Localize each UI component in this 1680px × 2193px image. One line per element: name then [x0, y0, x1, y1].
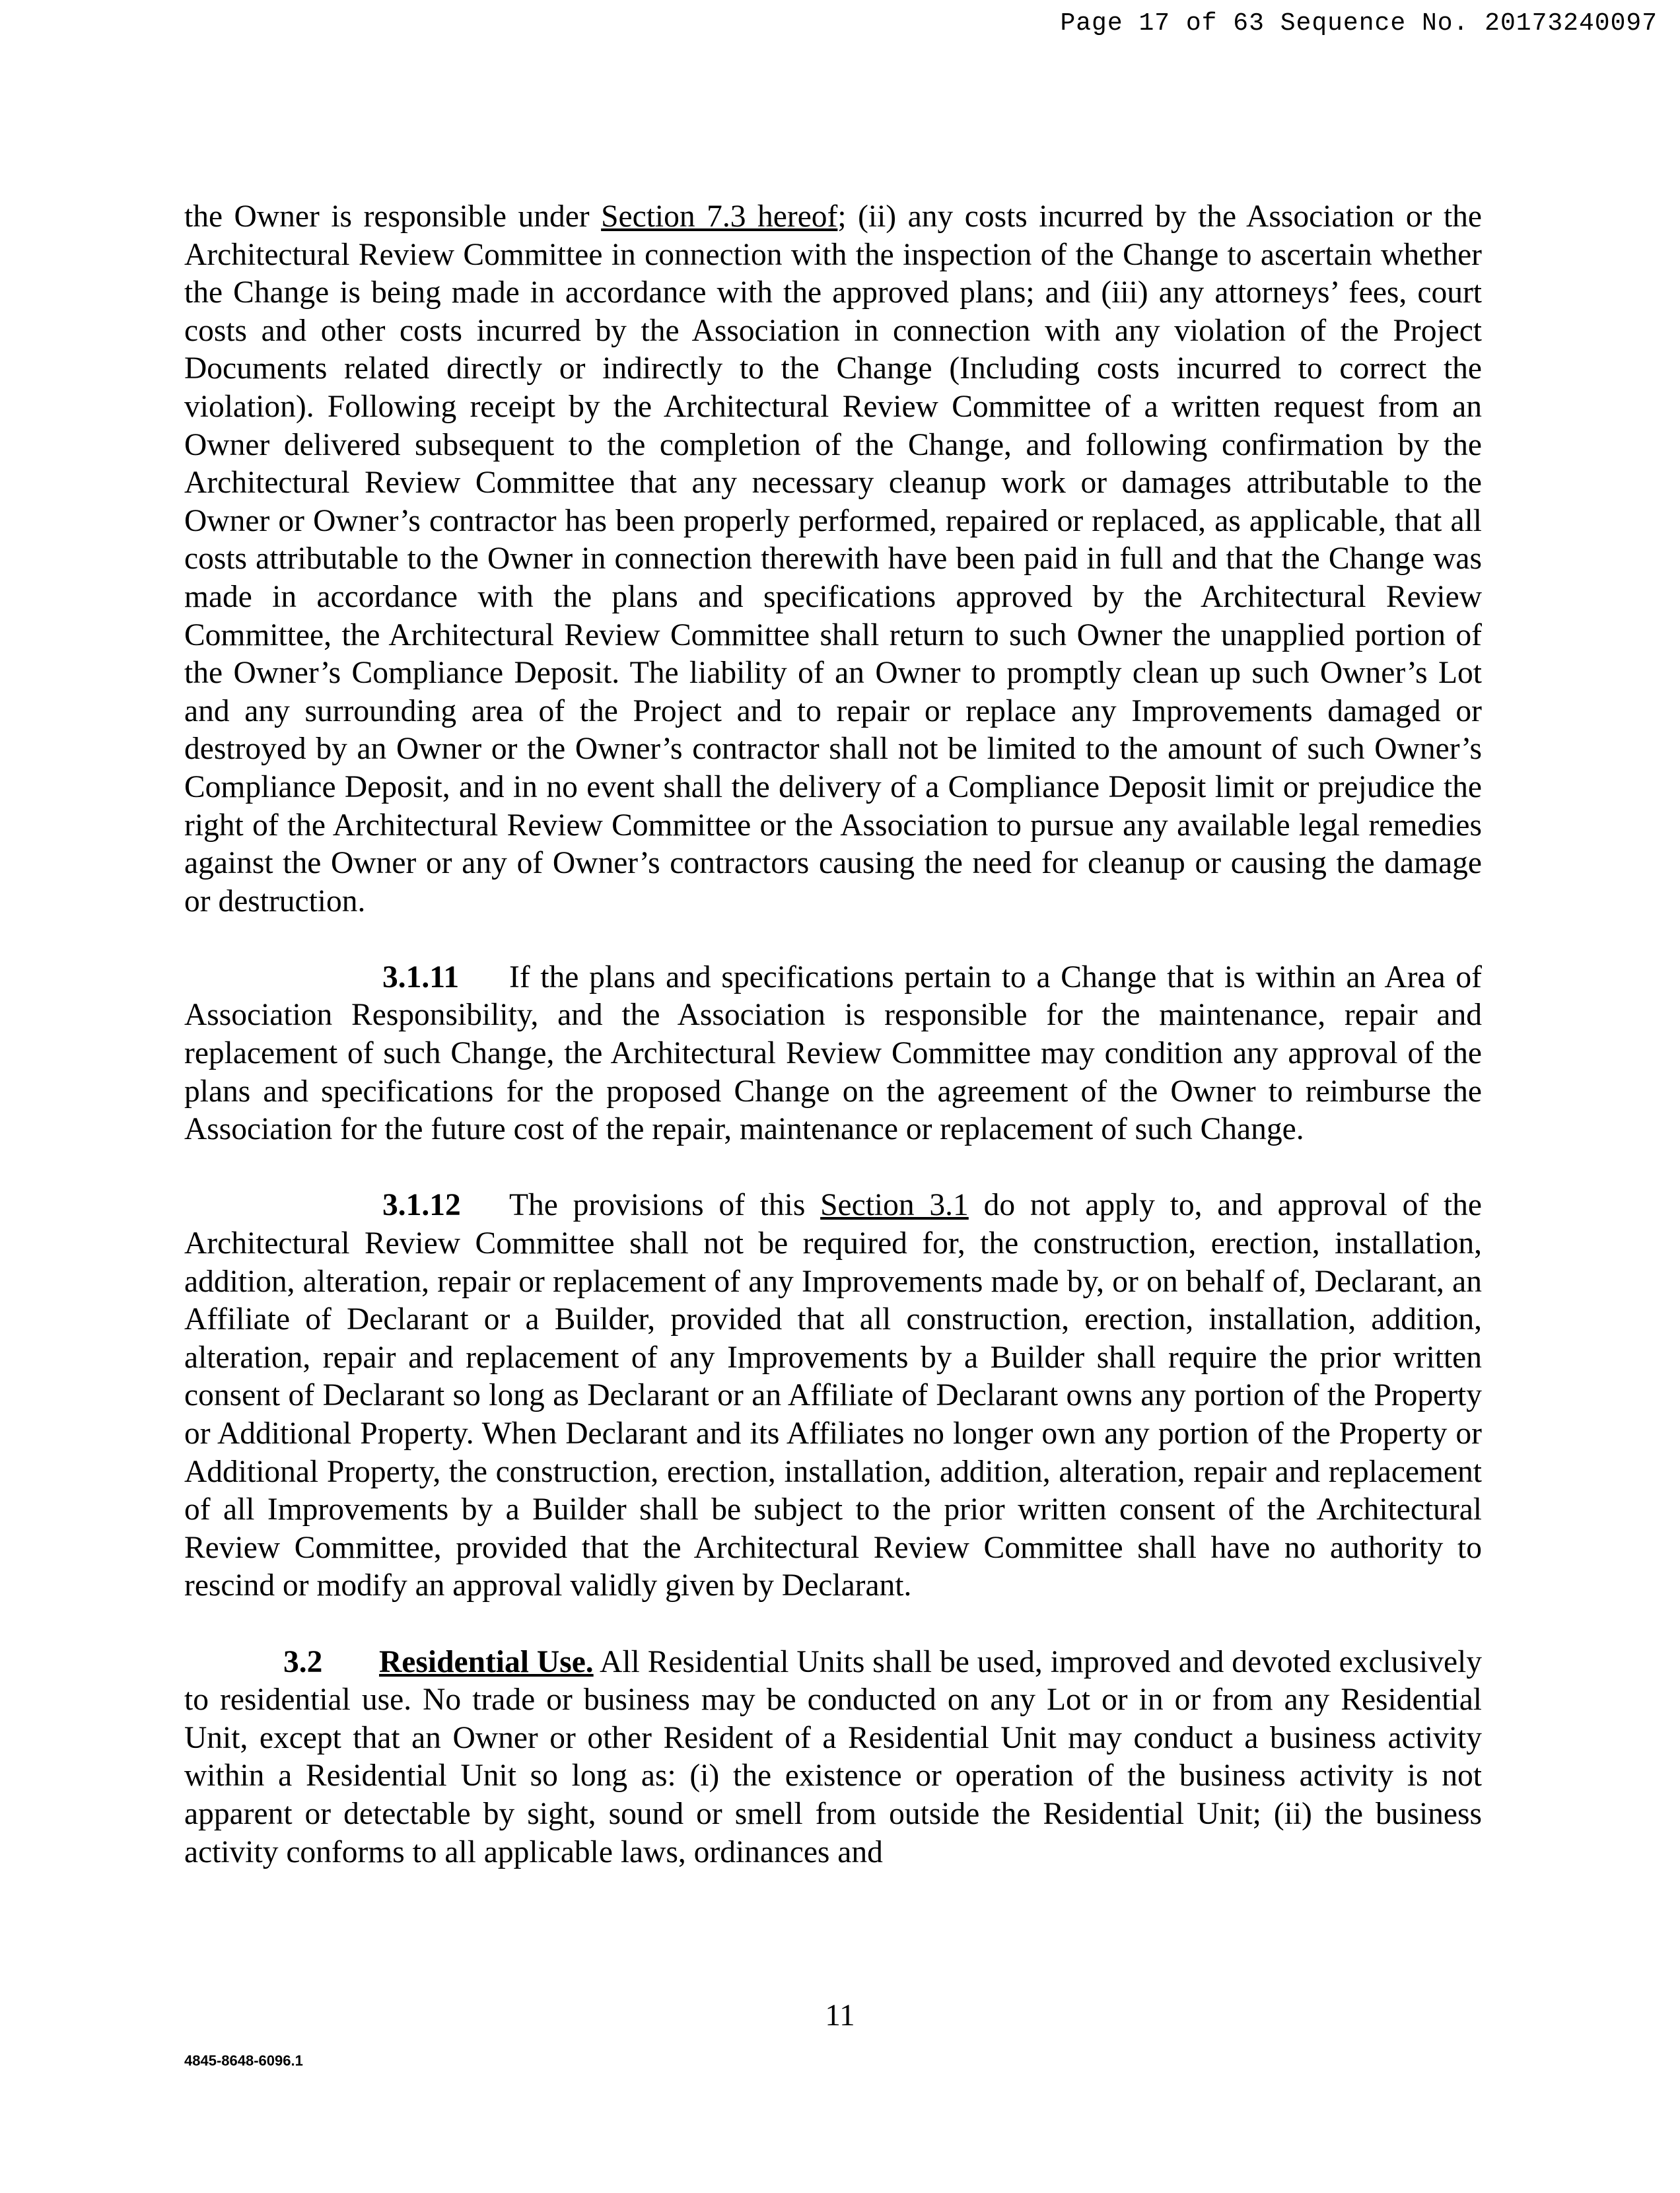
document-id: 4845-8648-6096.1 — [184, 2052, 303, 2069]
document-body — [184, 198, 1482, 1871]
paragraph-spacer — [184, 1149, 1482, 1187]
section-3-2 — [184, 1644, 1482, 1872]
paragraph-spacer — [184, 921, 1482, 959]
section-heading: Residential Use. — [379, 1644, 594, 1679]
section-reference: Section 7.3 hereof — [601, 199, 838, 234]
paragraph-spacer — [184, 1605, 1482, 1644]
page-number: 11 — [825, 1998, 855, 2033]
section-number: 3.2 — [283, 1644, 323, 1679]
paragraph-continued — [184, 198, 1482, 921]
section-3-1-11 — [184, 959, 1482, 1149]
page-sequence-header: Page 17 of 63 Sequence No. 20173240097 — [1060, 9, 1658, 38]
section-text: All Residential Units shall be used, improved and devoted exclusively to residential use. No trade or business may be conducted on any Lot or in or from any Residential Unit, except that an Owner or other Resident of a Residential Unit may conduct a business activity within a Residential Unit so long as: (i) the existence or operation of the business activity is not apparent or detectable by sight, sound or smell from outside the Residential Unit; (ii) the business activity conforms to all applicable laws, ordinances and — [184, 1644, 1482, 1869]
section-text: The provisions of this — [509, 1188, 821, 1223]
paragraph-text: ; (ii) any costs incurred by the Association or the Architectural Review Committee in connection with the inspection of the Change to ascertain whether the Change is being made in accordance with the approved plans; and (iii) any attorneys’ fees, court costs and other costs incurred by the Association in connection with any violation of the Project Documents related directly or indirectly to the Change (Including costs incurred to correct the violation). Following receipt by the Architectural Review Committee of a written request from an Owner delivered subsequent to the completion of the Change, and following confirmation by the Architectural Review Committee that any necessary cleanup work or damages attributable to the Owner or Owner’s contractor has been properly performed, repaired or replaced, as applicable, that all costs attributable to the Owner in connection therewith have been paid in full and that the Change was made in accordance with the plans and specifications approved by the Architectural Review Committee, the Architectural Review Committee shall return to such Owner the unapplied portion of the Owner’s Compliance Deposit. The liability of an Owner to promptly clean up such Owner’s Lot and any surrounding area of the Project and to repair or replace any Improvements damaged or destroyed by an Owner or the Owner’s contractor shall not be limited to the amount of such Owner’s Compliance Deposit, and in no event shall the delivery of a Compliance Deposit limit or prejudice the right of the Architectural Review Committee or the Association to pursue any available legal remedies against the Owner or any of Owner’s contractors causing the need for cleanup or causing the damage or destruction. — [184, 199, 1482, 919]
section-text: do not apply to, and approval of the Architectural Review Committee shall not be required for, the construction, erection, installation, addition, alteration, repair or replacement of any Improvements made by, or on behalf of, Declarant, an Affiliate of Declarant or a Builder, provided that all construction, erection, installation, addition, alteration, repair and replacement of any Improvements by a Builder shall require the prior written consent of Declarant so long as Declarant or an Affiliate of Declarant owns any portion of the Property or Additional Property. When Declarant and its Affiliates no longer own any portion of the Property or Additional Property, the construction, erection, installation, addition, alteration, repair and replacement of all Improvements by a Builder shall be subject to the prior written consent of the Architectural Review Committee, provided that the Architectural Review Committee shall have no authority to rescind or modify an approval validly given by Declarant. — [184, 1188, 1482, 1603]
section-reference: Section 3.1 — [820, 1188, 969, 1223]
section-text: If the plans and specifications pertain to a Change that is within an Area of Association Responsibility, and the Association is responsible for the maintenance, repair and replacement of such Change, the Architectural Review Committee may condition any approval of the plans and specifications for the proposed Change on the agreement of the Owner to reimburse the Association for the future cost of the repair, maintenance or replacement of such Change. — [184, 959, 1482, 1147]
section-text-lead — [594, 1645, 600, 1679]
section-3-1-12 — [184, 1187, 1482, 1605]
section-number: 3.1.11 — [382, 959, 460, 994]
section-number: 3.1.12 — [382, 1188, 461, 1223]
paragraph-text: the Owner is responsible under — [184, 199, 602, 234]
